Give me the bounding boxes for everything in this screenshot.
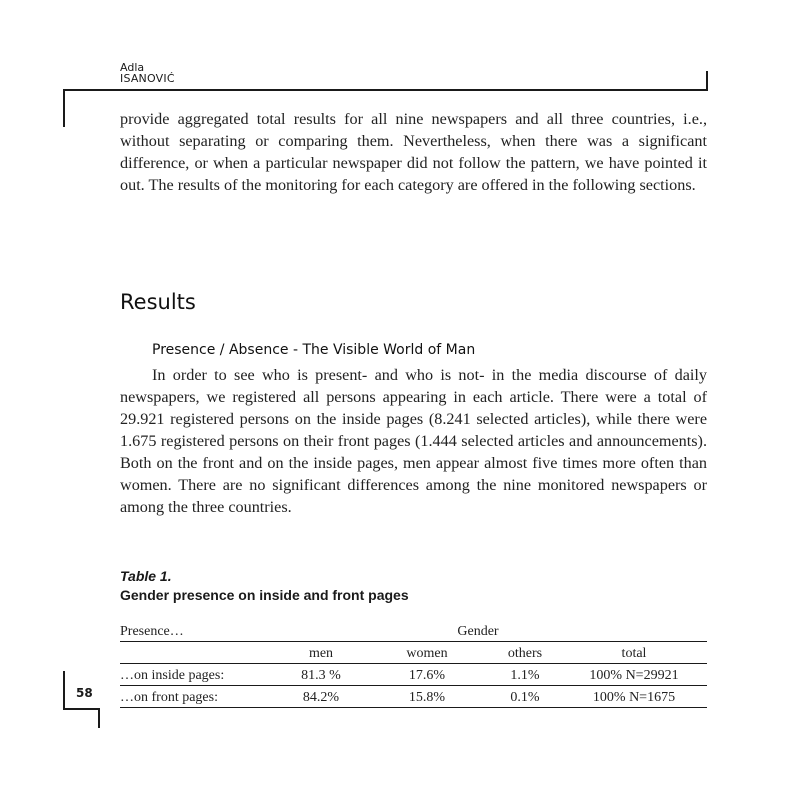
header-rule-left-tick bbox=[63, 89, 65, 127]
column-header-others: others bbox=[507, 646, 543, 661]
column-header-men: men bbox=[308, 646, 334, 661]
table-header-rule bbox=[120, 663, 707, 664]
subsection-title: Presence / Absence - The Visible World of Man bbox=[152, 342, 476, 358]
table-cell-women: 17.6% bbox=[408, 668, 446, 683]
running-header-author-first-name: Adla bbox=[120, 61, 145, 74]
presence-paragraph: In order to see who is present- and who is not- in the media discourse of daily newspapers, we registered all persons appearing in each article. There were a total of 29.921 registered persons on the inside pages (8.241 selected articles), while there were 1.675 registered persons on their front pages (1.444 selected articles and announcements). Both on the front and on the inside pages, men appear almost five times more often than women. There are no significant differences among the nine monitored newspapers or among the three countries. bbox=[120, 366, 707, 516]
column-header-women: women bbox=[406, 646, 448, 661]
table-top-rule bbox=[120, 641, 707, 642]
footer-rule-left-tick bbox=[63, 671, 65, 709]
table-cell-others: 0.1% bbox=[510, 690, 540, 705]
table-cell-men: 81.3 % bbox=[301, 668, 341, 683]
table-bottom-rule bbox=[120, 707, 707, 708]
table-cell-others: 1.1% bbox=[510, 668, 540, 683]
footer-rule-right-tick bbox=[98, 708, 100, 728]
running-header-author-last-name: ISANOVIĆ bbox=[120, 72, 175, 85]
table-caption: Gender presence on inside and front pages bbox=[120, 587, 409, 603]
table-cell-men: 84.2% bbox=[302, 690, 340, 705]
header-rule bbox=[63, 89, 708, 91]
table-header-presence: Presence… bbox=[120, 624, 184, 639]
table-row-rule bbox=[120, 685, 707, 686]
page-number: 58 bbox=[76, 686, 93, 700]
column-header-total: total bbox=[621, 646, 647, 661]
table-cell-total: 100% N=1675 bbox=[592, 690, 676, 705]
footer-rule bbox=[63, 708, 100, 710]
table-row-label: …on inside pages: bbox=[120, 668, 225, 683]
intro-paragraph: provide aggregated total results for all nine newspapers and all three countries, i.e., without separating or comparing them. Nevertheless, when there was a significant difference, or when a particular newspaper did not follow the pattern, we have pointed it out. The results of the monitoring for each category are offered in the following sections. bbox=[120, 110, 707, 194]
table-cell-total: 100% N=29921 bbox=[589, 668, 679, 683]
header-rule-right-tick bbox=[706, 71, 708, 90]
table-cell-women: 15.8% bbox=[408, 690, 446, 705]
table-row-label: …on front pages: bbox=[120, 690, 218, 705]
table-label: Table 1. bbox=[120, 568, 172, 584]
table-header-gender: Gender bbox=[457, 624, 499, 639]
section-title: Results bbox=[120, 290, 196, 314]
